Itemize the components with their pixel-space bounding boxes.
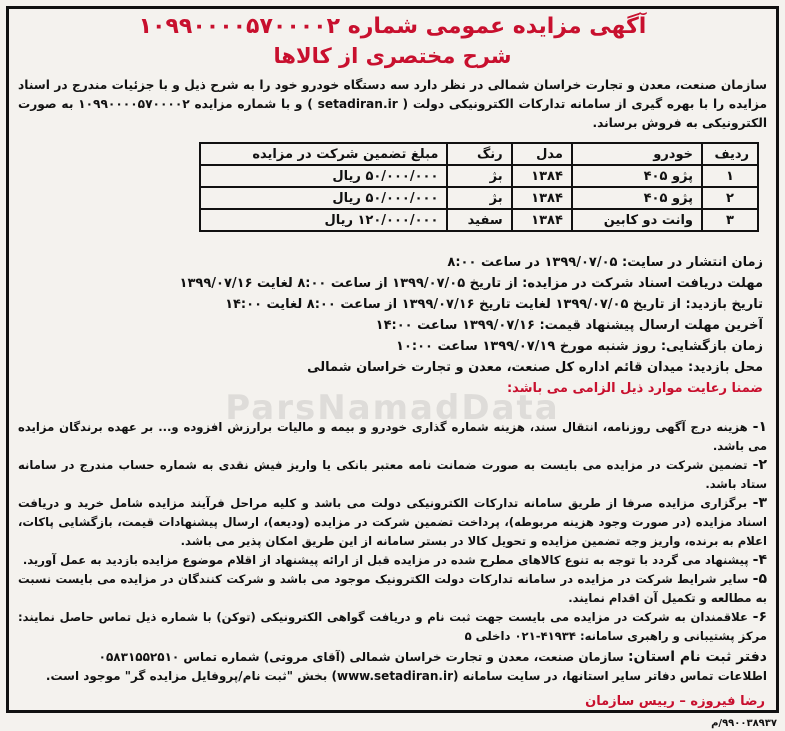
schedule-value: ۱۳۹۹/۰۷/۱۶ ساعت ۱۴:۰۰ [375,318,535,333]
schedule-line [18,336,763,357]
notice-subtitle: شرح مختصری از کالاها [273,44,512,68]
header-row-num: ردیف [702,143,758,165]
watermark: ParsNamadData [225,388,560,428]
notes-heading: ضمنا رعایت موارد ذیل الزامی می باشد: [506,381,763,396]
table-header-row [200,143,758,165]
registration-line [18,648,767,667]
list-item [18,494,767,551]
cell-vehicle: پژو ۴۰۵ [572,187,702,209]
schedule-line [18,252,763,273]
list-item [18,608,767,646]
cell-color: بژ [447,165,511,187]
table-row [200,209,758,231]
note-number: ۳- [752,495,767,511]
list-item [18,418,767,456]
cell-deposit: ۵۰/۰۰۰/۰۰۰ ریال [200,165,447,187]
footer-block [18,648,767,686]
cell-model: ۱۳۸۴ [512,209,572,231]
note-number: ۶- [752,609,767,625]
cell-row-num: ۲ [702,187,758,209]
schedule-line [18,315,763,336]
schedule-line [18,357,763,378]
note-text: برگزاری مزایده صرفا از طریق سامانه تدارکات الکترونیکی دولت می باشد و کلیه مراحل فرآیند مزایده شامل خرید و دریافت اسناد مزایده (در صورت وجود هزینه مربوطه)، پرداخت تضمین شرکت در مزایده (ودیعه)، ارسال پیشنهادات قیمت، بازگشایی پاکات، اعلام به برنده، واریز وجه تضمین مزایده و تحویل کالا در بستر سامانه از این طریق امکان پذیر می باشد. [18,496,767,548]
schedule-label: زمان بازگشایی: [660,339,763,354]
signature: رضا فیروزه – رییس سازمان [585,694,765,709]
note-number: ۱- [752,419,768,435]
cell-row-num: ۳ [702,209,758,231]
header-vehicle: خودرو [572,143,702,165]
schedule-value: از تاریخ ۱۳۹۹/۰۷/۰۵ لغایت تاریخ ۱۳۹۹/۰۷/۱۶ از ساعت ۸:۰۰ لغایت ۱۴:۰۰ [225,297,681,312]
schedule-label: زمان انتشار در سایت: [622,255,763,270]
intro-paragraph: سازمان صنعت، معدن و تجارت خراسان شمالی در نظر دارد سه دستگاه خودرو خود را به شرح ذیل و با جزئیات مندرج در اسناد مزایده را با بهره گیری از سامانه تدارکات الکترونیکی دولت ( setadiran.ir ) و با شماره مزایده ۱۰۹۹۰۰۰۰۵۷۰۰۰۰۲ به صورت الکترونیکی به فروش برساند. [18,78,767,130]
schedule-label: محل بازدید: [687,360,763,375]
vehicles-table [199,142,759,232]
note-text: علاقمندان به شرکت در مزایده می بایست جهت ثبت نام و دریافت گواهی الکترونیکی (توکن) با شماره ذیل تماس حاصل نمایند: مرکز پشتیبانی و راهبری سامانه: ۴۱۹۳۴-۰۲۱ داخلی ۵ [18,610,767,643]
cell-row-num: ۱ [702,165,758,187]
list-item [18,456,767,494]
schedule-label: تاریخ بازدید: [685,297,763,312]
schedule-label: آخرین مهلت ارسال پیشنهاد قیمت: [539,318,763,333]
schedule-line [18,273,763,294]
header-color: رنگ [447,143,511,165]
note-text: سایر شرایط شرکت در مزایده در سامانه تدارکات دولت الکترونیک موجود می باشد و شرکت کنندگان در مزایده می بایست نسبت به مطالعه و تکمیل آن اقدام نمایند. [18,572,767,605]
note-text: تضمین شرکت در مزایده می بایست به صورت ضمانت نامه معتبر بانکی یا واریز فیش نقدی به شماره حساب مندرج در سامانه ستاد باشد. [18,458,767,491]
cell-vehicle: وانت دو کابین [572,209,702,231]
cell-color: بژ [447,187,511,209]
note-text: پیشنهاد می گردد با توجه به تنوع کالاهای مطرح شده در مزایده قبل از ارائه پیشنهاد از اقلام موضوع مزایده بازدید به عمل آورید. [22,553,749,567]
cell-model: ۱۳۸۴ [512,165,572,187]
note-number: ۲- [752,457,767,473]
note-number: ۴- [752,552,767,568]
cell-color: سفید [447,209,511,231]
header-deposit: مبلغ تضمین شرکت در مزایده [200,143,447,165]
header-model: مدل [512,143,572,165]
cell-deposit: ۱۲۰/۰۰۰/۰۰۰ ریال [200,209,447,231]
schedule-value: روز شنبه مورخ ۱۳۹۹/۰۷/۱۹ ساعت ۱۰:۰۰ [396,339,657,354]
cell-deposit: ۵۰/۰۰۰/۰۰۰ ریال [200,187,447,209]
registration-value: سازمان صنعت، معدن و تجارت خراسان شمالی (آقای مروتی) شماره تماس ۰۵۸۳۱۵۵۲۵۱۰ [98,650,624,664]
table-row [200,165,758,187]
info-line: اطلاعات تماس دفاتر سایر استانها، در سایت سامانه (www.setadiran.ir) بخش "ثبت نام/پروفایل مزایده گر" موجود است. [45,669,767,683]
schedule-value: میدان قائم اداره کل صنعت، معدن و تجارت خراسان شمالی [307,360,684,375]
schedule-block [18,252,763,399]
schedule-line [18,294,763,315]
cell-vehicle: پژو ۴۰۵ [572,165,702,187]
table-row [200,187,758,209]
note-number: ۵- [752,571,767,587]
schedule-label: مهلت دریافت اسناد شرکت در مزایده: [522,276,763,291]
list-item [18,551,767,570]
schedule-value: از تاریخ ۱۳۹۹/۰۷/۰۵ از ساعت ۸:۰۰ لغایت ۱۳۹۹/۰۷/۱۶ [179,276,518,291]
schedule-value: ۱۳۹۹/۰۷/۰۵ در ساعت ۸:۰۰ [447,255,618,270]
notice-title: آگهی مزایده عمومی شماره ۱۰۹۹۰۰۰۰۵۷۰۰۰۰۲ [138,14,647,39]
notice-code: ۹۹۰۰۳۸۹۳۷/م [711,718,777,729]
notes-list [18,418,767,646]
registration-label: دفتر ثبت نام استان: [627,649,767,665]
cell-model: ۱۳۸۴ [512,187,572,209]
note-text: هزینه درج آگهی روزنامه، انتقال سند، هزینه شماره گذاری خودرو و بیمه و مالیات برارزش افزوده و... بر عهده برندگان مزایده می باشد. [18,420,767,453]
list-item [18,570,767,608]
